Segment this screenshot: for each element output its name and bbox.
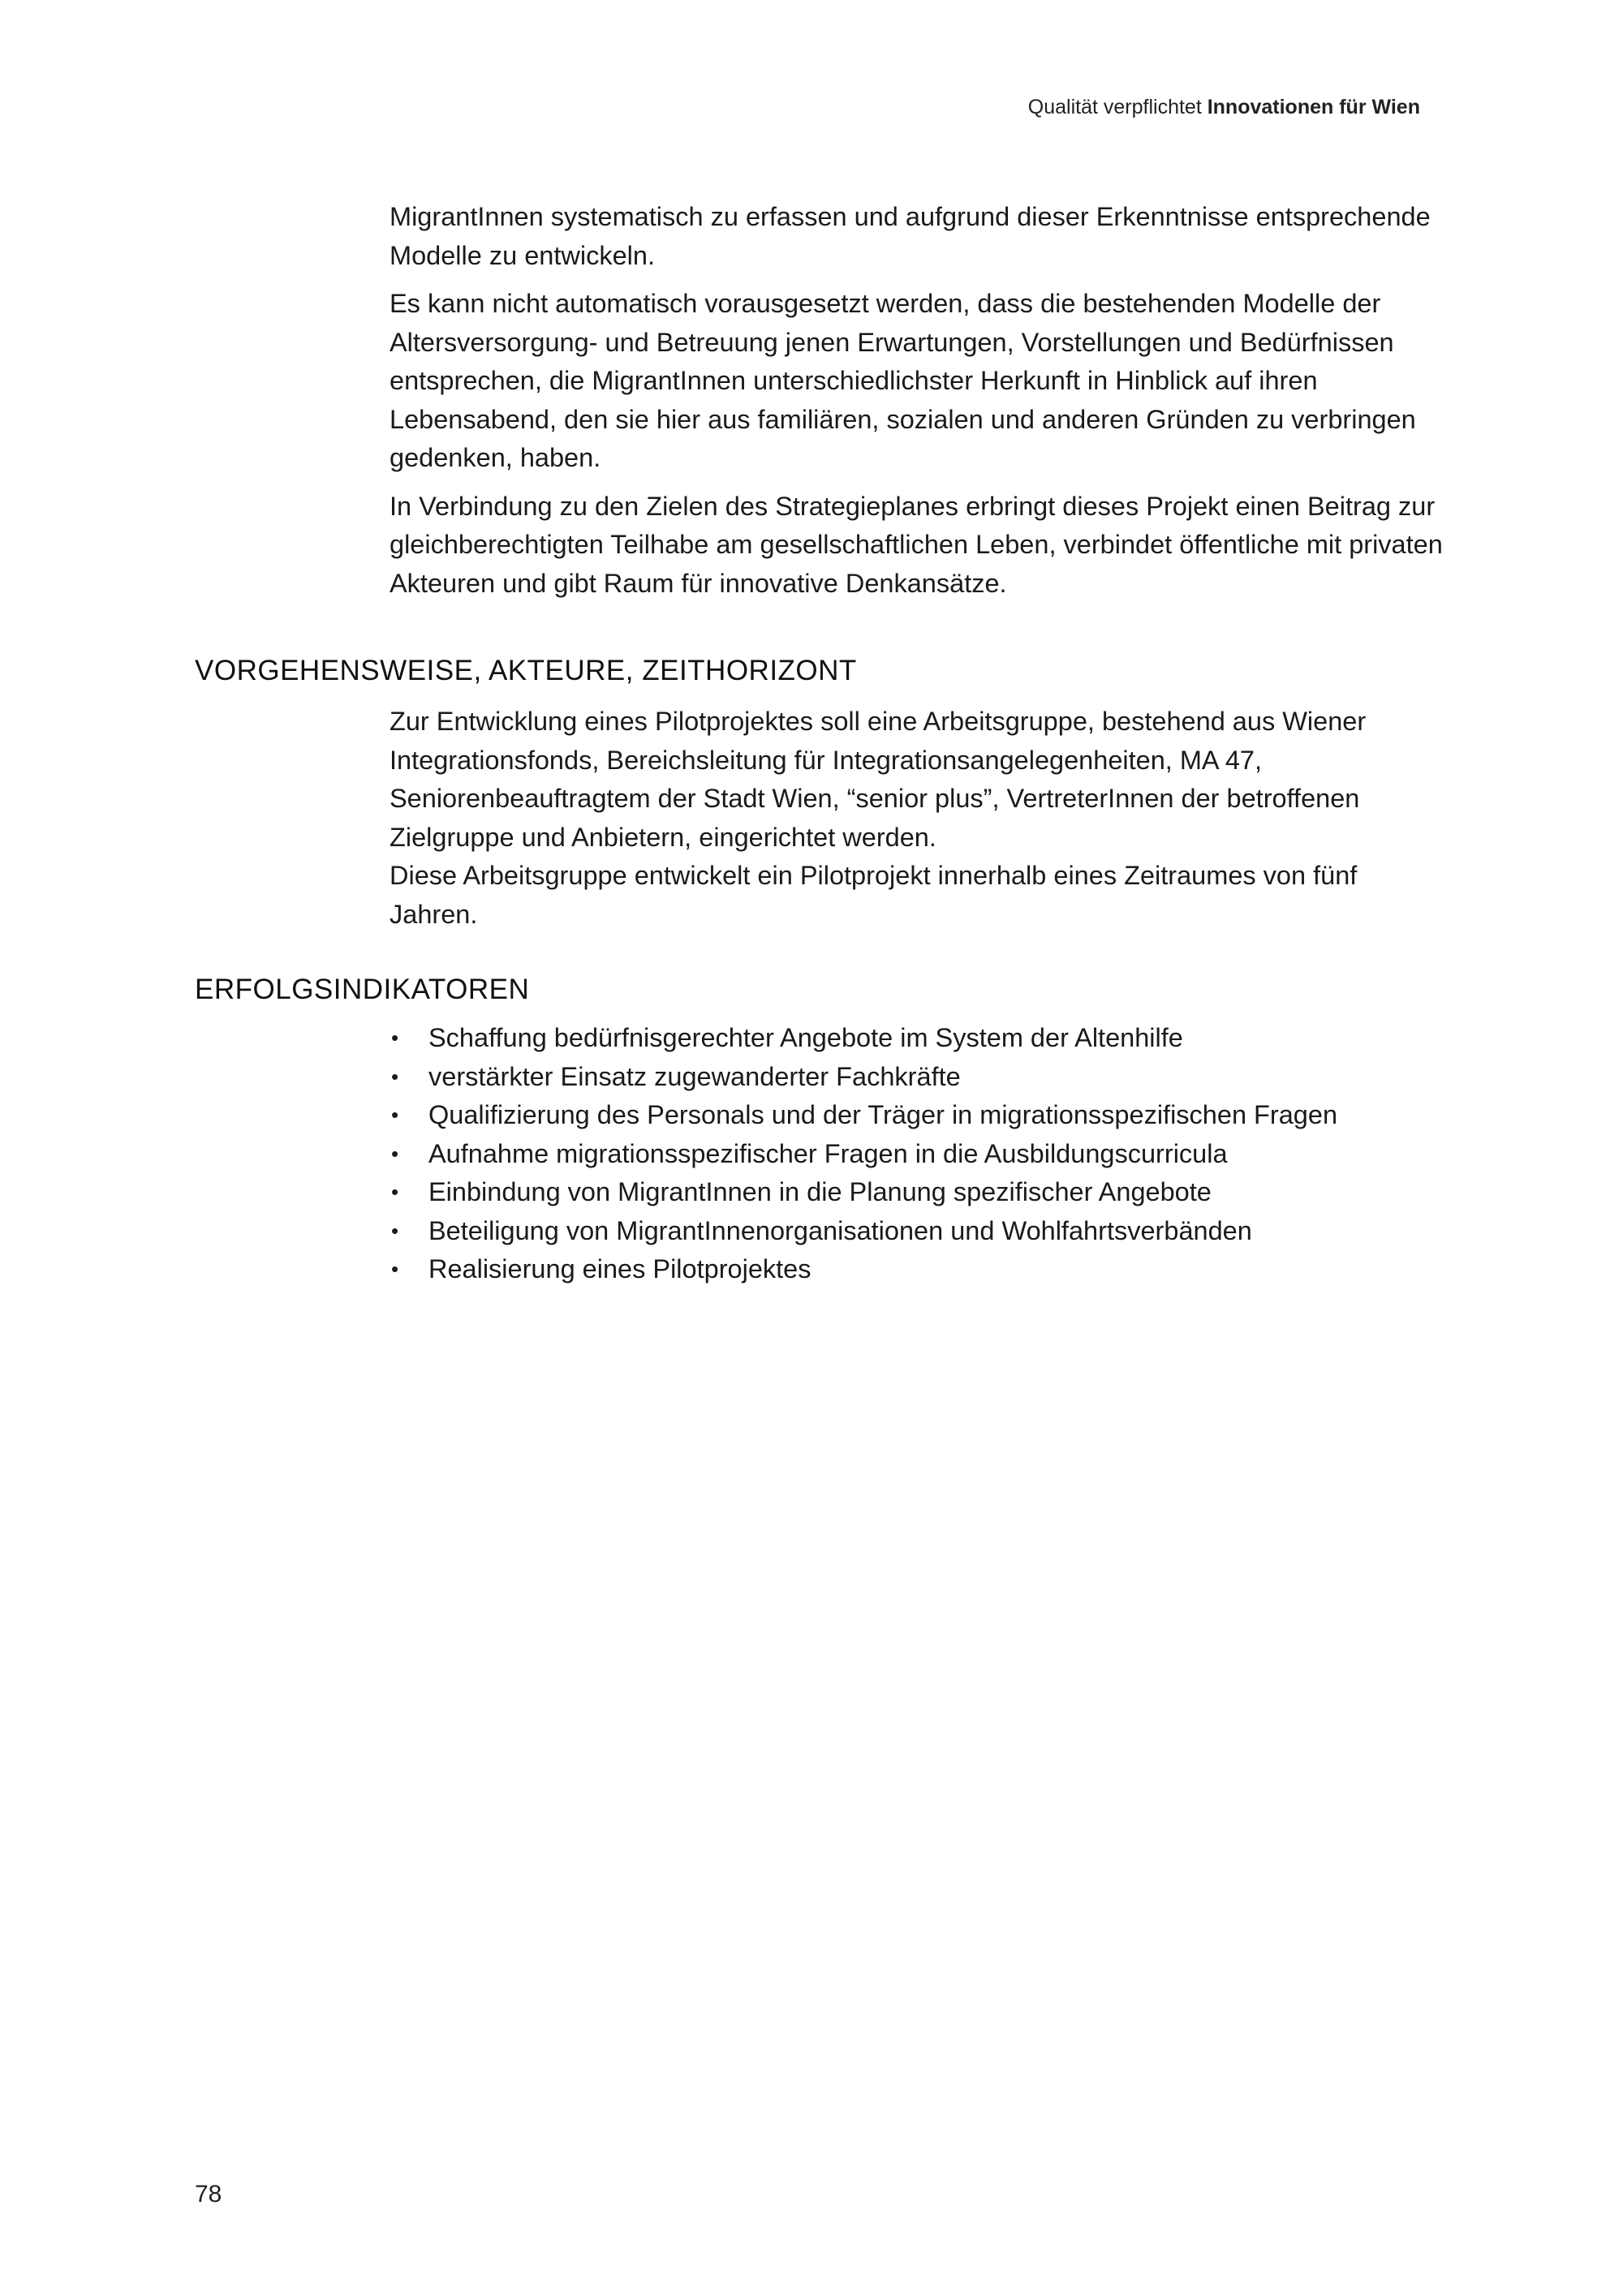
- erfolgsindikatoren-list-block: [390, 1019, 1444, 1289]
- bullet-icon: •: [391, 1218, 399, 1243]
- intro-paragraph-3: In Verbindung zu den Zielen des Strategieplanes erbringt dieses Projekt einen Beitrag zur gleichberechtigten Teilhabe am gesellschaftlichen Leben, verbindet öffentliche mit privaten Akteuren und gibt Raum für innovative Denkansätze.: [390, 491, 1443, 598]
- bullet-icon: •: [391, 1064, 399, 1089]
- intro-paragraph-2: Es kann nicht automatisch vorausgesetzt werden, dass die bestehenden Modelle der Altersversorgung- und Betreuung jenen Erwartungen, Vorstellungen und Bedürfnissen entsprechen, die MigrantInnen unterschiedlichster Herkunft in Hinblick auf ihren Lebensabend, den sie hier aus familiären, sozialen und anderen Gründen zu verbringen gedenken, haben.: [390, 289, 1416, 472]
- section-heading-vorgehensweise: VORGEHENSWEISE, AKTEURE, ZEITHORIZONT: [195, 655, 857, 686]
- list-item-text: Qualifizierung des Personals und der Träger in migrationsspezifischen Fragen: [428, 1100, 1338, 1129]
- intro-paragraph-1: MigrantInnen systematisch zu erfassen und aufgrund dieser Erkenntnisse entsprechende Modelle zu entwickeln.: [390, 202, 1431, 270]
- bullet-icon: •: [391, 1180, 399, 1204]
- page-number: 78: [195, 2181, 222, 2208]
- bullet-icon: •: [391, 1103, 399, 1127]
- vorgehensweise-text-block: [390, 703, 1444, 934]
- list-item-text: Beteiligung von MigrantInnenorganisationen und Wohlfahrtsverbänden: [428, 1215, 1252, 1245]
- bullet-icon: •: [391, 1025, 399, 1050]
- erfolgsindikatoren-list: [390, 1019, 1444, 1289]
- vorgehensweise-paragraph-2: Diese Arbeitsgruppe entwickelt ein Pilotprojekt innerhalb eines Zeitraumes von fünf Jahren.: [390, 861, 1358, 929]
- running-header-prefix: Qualität verpflichtet: [1027, 96, 1208, 118]
- list-item-text: verstärkter Einsatz zugewanderter Fachkräfte: [428, 1061, 961, 1091]
- list-item: [390, 1173, 1444, 1212]
- running-header: [1028, 96, 1420, 119]
- bullet-icon: •: [391, 1141, 399, 1166]
- list-item: [390, 1058, 1444, 1097]
- list-item-text: Einbindung von MigrantInnen in die Planung spezifischer Angebote: [428, 1177, 1212, 1206]
- list-item: [390, 1096, 1444, 1135]
- vorgehensweise-paragraph-1: Zur Entwicklung eines Pilotprojektes soll eine Arbeitsgruppe, bestehend aus Wiener Integrationsfonds, Bereichsleitung für Integrationsangelegenheiten, MA 47, Seniorenbeauftragtem der Stadt Wien, “senior plus”, VertreterInnen der betroffenen Zielgruppe und Anbietern, eingerichtet werden.: [390, 707, 1367, 852]
- intro-text-block: [390, 198, 1444, 603]
- list-item-text: Schaffung bedürfnisgerechter Angebote im System der Altenhilfe: [428, 1023, 1183, 1052]
- list-item: [390, 1250, 1444, 1289]
- bullet-icon: •: [391, 1257, 399, 1281]
- list-item: [390, 1019, 1444, 1058]
- list-item-text: Realisierung eines Pilotprojektes: [428, 1254, 812, 1283]
- section-heading-erfolgsindikatoren: ERFOLGSINDIKATOREN: [195, 974, 530, 1005]
- list-item-text: Aufnahme migrationsspezifischer Fragen in die Ausbildungscurricula: [428, 1138, 1228, 1168]
- list-item: [390, 1212, 1444, 1251]
- running-header-title: Innovationen für Wien: [1207, 96, 1420, 118]
- list-item: [390, 1135, 1444, 1174]
